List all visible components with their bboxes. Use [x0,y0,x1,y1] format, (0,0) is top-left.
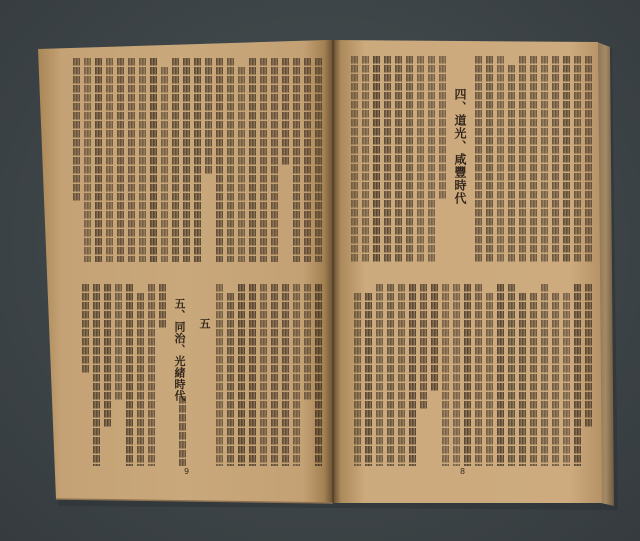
text-column [227,58,234,262]
text-column [282,284,289,466]
text-column [271,284,278,466]
text-column [574,56,581,262]
text-column [439,56,446,200]
text-column [194,58,201,262]
text-column [293,284,300,466]
text-column [475,56,482,262]
text-column [365,293,372,466]
text-column [475,284,482,466]
text-column [508,284,515,466]
right-page-number: 8 [460,467,466,476]
right-page-section-heading: 四、道光、咸豐時代 [453,88,467,205]
text-column [398,284,405,466]
text-column [282,58,289,166]
text-column [128,58,135,262]
text-column [406,56,413,262]
text-column [117,58,124,262]
text-column [104,284,111,428]
text-column [183,58,190,262]
text-column [417,56,424,262]
text-column [563,293,570,466]
text-column [384,56,391,262]
text-column [304,58,311,262]
text-column [508,65,515,262]
text-column [574,284,581,466]
text-column [115,284,122,401]
text-column [585,284,592,428]
text-column [409,284,416,466]
text-column [464,284,471,466]
text-column [563,56,570,262]
left-page-lower-text-after-heading [174,396,186,466]
text-column [376,284,383,466]
text-column [260,284,267,466]
text-column [238,67,245,262]
text-column [82,284,89,374]
text-column [216,284,223,466]
text-column [249,284,256,466]
text-column [552,56,559,262]
text-column [497,56,504,262]
text-column [84,58,91,262]
text-column [541,284,548,466]
right-page-lower-text [345,284,592,466]
text-column [205,58,212,175]
text-column [137,293,144,466]
text-column [420,284,427,410]
right-page-upper-text-right [472,56,592,262]
left-page-number: 9 [184,467,190,476]
right-page-upper-text-left [345,56,446,262]
text-column [271,58,278,262]
text-column [106,58,113,262]
text-column [73,58,80,202]
text-column [148,284,155,466]
text-column [552,293,559,466]
text-column [428,56,435,262]
text-column [293,58,300,262]
text-column [354,293,361,466]
text-column [150,58,157,262]
text-column [227,293,234,466]
text-column [497,284,504,466]
text-column [541,56,548,262]
left-page-section-number: 五 [198,318,211,329]
text-column [530,56,537,262]
text-column [238,284,245,466]
text-column [159,284,166,329]
text-column [161,67,168,262]
left-page-lower-text-right [214,284,322,466]
text-column [260,58,267,262]
text-column [172,58,179,262]
text-column [486,293,493,466]
text-column [486,56,493,262]
text-column [585,56,592,262]
text-column [95,58,102,262]
text-column [249,58,256,262]
text-column [315,58,322,262]
left-page-lower-text-left [72,284,166,466]
left-page-section-heading: 五、同治、光緒時代 [173,298,186,402]
text-column [93,284,100,466]
text-column [315,284,322,466]
text-column [139,58,146,262]
text-column [373,56,380,262]
text-column [362,56,369,262]
text-column [530,293,537,466]
text-column [216,58,223,262]
text-column [519,293,526,466]
text-column [442,284,449,466]
left-page-upper-text [72,58,322,262]
text-column [304,284,311,401]
text-column [453,284,460,466]
text-column [395,56,402,262]
text-column [351,56,358,262]
text-column [387,284,394,466]
text-column [519,56,526,262]
text-column [126,284,133,466]
text-column [179,396,186,466]
text-column [431,284,438,392]
